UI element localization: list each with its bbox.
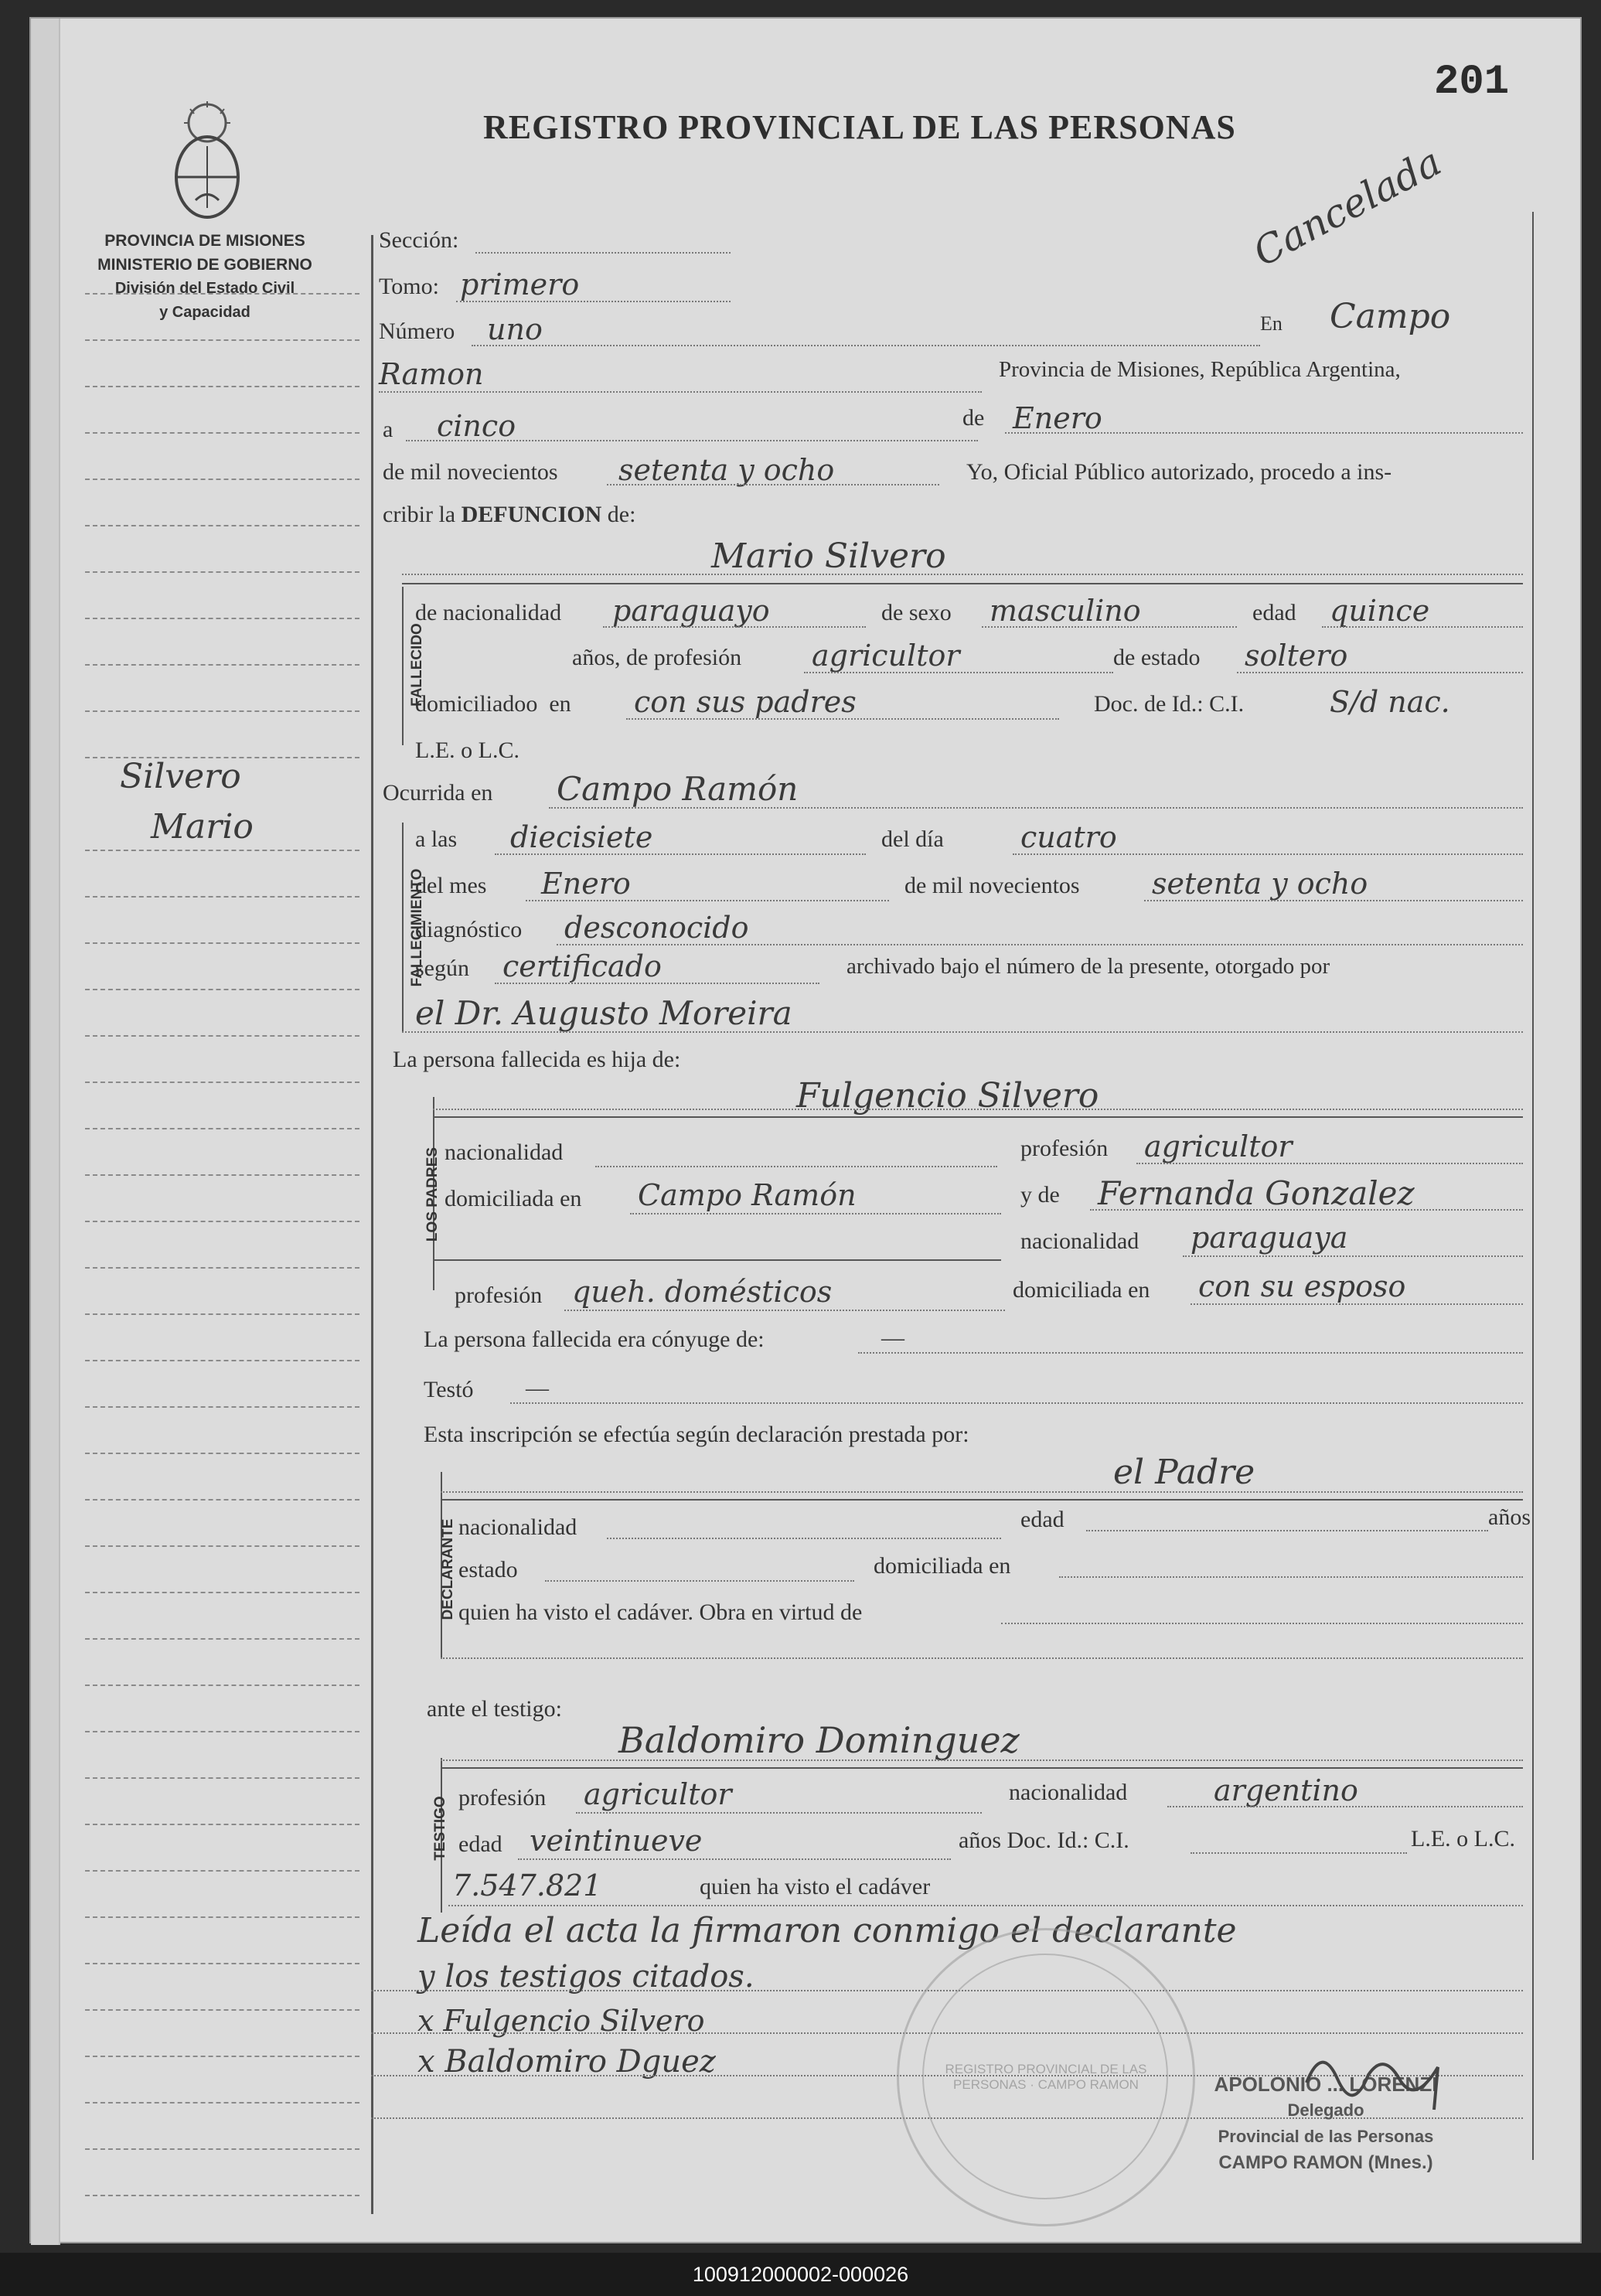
mes-label: del mes (415, 873, 487, 898)
org-line-division: División del Estado Civil (114, 280, 295, 297)
padre-profesion-label: profesión (1020, 1136, 1109, 1161)
numero-value: uno (487, 312, 543, 346)
fallecimiento-year-label: de mil novecientos (904, 873, 1080, 898)
declarante-nacionalidad-label: nacionalidad (458, 1514, 577, 1540)
tomo-value: primero (460, 267, 580, 301)
segun-label: según (415, 956, 469, 981)
fallecido-anios-label: años, de profesión (572, 645, 742, 670)
document-page (29, 17, 1582, 2243)
declarante-visto-label: quien ha visto el cadáver. Obra en virtud de (458, 1599, 863, 1625)
testigo-doc-number: 7.547.821 (452, 1868, 602, 1903)
padre-domiciliada-label: domiciliada en (445, 1186, 582, 1211)
diagnostico-label: diagnóstico (415, 917, 523, 942)
official-signature-icon (1299, 2036, 1469, 2121)
org-line-capacity: y Capacidad (159, 304, 250, 321)
footer-id: 100912000002-000026 (0, 2253, 1601, 2296)
fallecido-edad: quince (1330, 594, 1430, 628)
fallecido-le-label: L.E. o L.C. (415, 738, 519, 763)
numero-label: Número (379, 319, 455, 344)
margin-note-name: Mario (151, 807, 254, 847)
declarante-edad-label: edad (1020, 1507, 1064, 1532)
testigo-profesion-label: profesión (458, 1785, 547, 1811)
conyuge-label: La persona fallecida era cónyuge de: (424, 1327, 765, 1352)
declarante-estado-label: estado (458, 1557, 518, 1582)
testigo-le-label: L.E. o L.C. (1411, 1826, 1515, 1851)
declaracion-text: Esta inscripción se efectúa según declaración prestada por: (424, 1422, 969, 1447)
testigo-doc-label: años Doc. Id.: C.I. (959, 1828, 1129, 1853)
stamp-line-place: CAMPO RAMON (Mnes.) (1218, 2152, 1433, 2173)
diagnostico-value: desconocido (564, 911, 749, 945)
testigo-profesion: agricultor (584, 1777, 732, 1811)
mes-value: Enero (541, 867, 631, 901)
year-prefix: de mil novecientos (383, 459, 558, 485)
testigo-section-label: TESTIGO (432, 1796, 448, 1861)
seal-text: REGISTRO PROVINCIAL DE LAS PERSONAS · CAMPO RAMON (945, 2062, 1147, 2092)
org-block (77, 229, 332, 325)
testigo-nacionalidad: argentino (1214, 1773, 1358, 1807)
de-label: de (962, 405, 985, 431)
en-value: Campo (1330, 297, 1451, 336)
madre-profesion-label: profesión (455, 1283, 543, 1308)
margin-note-surname: Silvero (120, 757, 241, 796)
testigo-name: Baldomiro Dominguez (618, 1719, 1020, 1761)
declarante-domiciliada-label: domiciliada en (874, 1553, 1011, 1579)
fallecido-doc: S/d nac. (1330, 685, 1450, 719)
madre-domiciliada-label: domiciliada en (1013, 1277, 1150, 1303)
madre-nacionalidad: paraguaya (1191, 1221, 1348, 1255)
padre-profesion: agricultor (1144, 1129, 1293, 1163)
declarante-section-label: DECLARANTE (440, 1518, 456, 1620)
madre-name: Fernanda Gonzalez (1098, 1174, 1415, 1212)
testigo-visto-label: quien ha visto el cadáver (700, 1874, 931, 1899)
padre-name: Fulgencio Silvero (796, 1076, 1099, 1116)
fallecido-nacionalidad: paraguayo (612, 594, 770, 628)
ocurrida-value: Campo Ramón (557, 770, 799, 808)
testigo-edad-label: edad (458, 1831, 502, 1857)
ocurrida-label: Ocurrida en (383, 780, 493, 806)
fallecido-doc-label: Doc. de Id.: C.I. (1094, 691, 1245, 717)
fallecimiento-year-value: setenta y ocho (1152, 867, 1368, 901)
segun-value: certificado (502, 949, 662, 983)
madre-profesion: queh. domésticos (572, 1275, 833, 1309)
closing-line-1: Leída el acta la firmaron conmigo el declarante (417, 1911, 1237, 1950)
hija-label: La persona fallecida es hija de: (393, 1047, 681, 1072)
stamp-line-role: Delegado (1287, 2100, 1364, 2120)
a-label: a (383, 417, 393, 442)
seccion-label: Sección: (379, 227, 459, 253)
declarante-anios-label: años (1488, 1504, 1531, 1530)
tomo-label: Tomo: (379, 274, 439, 299)
testigo-edad: veintinueve (530, 1824, 703, 1858)
provincia-text: Provincia de Misiones, República Argentina, (999, 357, 1401, 382)
fallecido-nacionalidad-label: de nacionalidad (415, 600, 562, 625)
testigo-nacionalidad-label: nacionalidad (1009, 1780, 1128, 1805)
a-value: cinco (437, 409, 516, 443)
fallecido-estado-label: de estado (1113, 645, 1201, 670)
fallecido-estado: soltero (1245, 639, 1348, 673)
padre-domicilio: Campo Ramón (638, 1178, 857, 1212)
closing-line-2: y los testigos citados. (417, 1959, 755, 1995)
org-line-province: PROVINCIA DE MISIONES (104, 232, 305, 250)
en-label: En (1260, 312, 1283, 335)
page-number: 201 (1434, 59, 1510, 106)
archivado-text: archivado bajo el número de la presente, otorgado por (846, 954, 1330, 979)
official-seal (897, 1928, 1195, 2226)
doctor-value: el Dr. Augusto Moreira (415, 994, 792, 1032)
stamp-line-registry: Provincial de las Personas (1218, 2127, 1434, 2146)
a-las-label: a las (415, 826, 458, 852)
fallecimiento-section-label: FALLECIMIENTO (409, 868, 425, 987)
padre-nacionalidad-label: nacionalidad (445, 1139, 564, 1165)
inscribir-text: cribir la DEFUNCION de: (383, 502, 636, 527)
testigo-intro-label: ante el testigo: (427, 1696, 562, 1722)
org-line-ministry: MINISTERIO DE GOBIERNO (97, 256, 312, 274)
conyuge-value: — (881, 1325, 904, 1351)
signature-declarante: x Fulgencio Silvero (417, 2004, 705, 2038)
stamp-line-name: APOLONIO ... LORENZI (1214, 2073, 1438, 2096)
dia-label: del día (881, 826, 944, 852)
y-de-label: y de (1020, 1182, 1060, 1208)
fallecido-domicilio-label: domiciliadoo en (415, 691, 571, 717)
fallecido-sexo: masculino (990, 594, 1141, 628)
dia-value: cuatro (1020, 820, 1117, 854)
document-title: REGISTRO PROVINCIAL DE LAS PERSONAS (483, 108, 1236, 146)
year-value: setenta y ocho (618, 453, 835, 487)
padres-section-label: LOS PADRES (424, 1146, 441, 1242)
testo-value: — (526, 1375, 549, 1401)
fallecido-name: Mario Silvero (711, 537, 946, 576)
oficial-text: Yo, Oficial Público autorizado, procedo a ins- (966, 459, 1392, 485)
place-value: Ramon (379, 357, 484, 391)
fallecido-profesion: agricultor (812, 639, 960, 673)
madre-nacionalidad-label: nacionalidad (1020, 1228, 1139, 1254)
book-binding (31, 19, 60, 2245)
fallecido-domicilio: con sus padres (634, 685, 857, 719)
month-value: Enero (1013, 401, 1102, 435)
coat-of-arms-icon (169, 100, 246, 231)
fallecido-section-label: FALLECIDO (409, 623, 425, 707)
signature-testigo: x Baldomiro Dguez (417, 2044, 716, 2080)
declarante-name: el Padre (1113, 1453, 1255, 1492)
fallecido-sexo-label: de sexo (881, 600, 952, 625)
cancelled-annotation: Cancelada (1245, 139, 1449, 275)
fallecido-edad-label: edad (1252, 600, 1296, 625)
madre-domicilio: con su esposo (1198, 1269, 1406, 1303)
a-las-value: diecisiete (510, 820, 653, 854)
testo-label: Testó (424, 1377, 474, 1402)
